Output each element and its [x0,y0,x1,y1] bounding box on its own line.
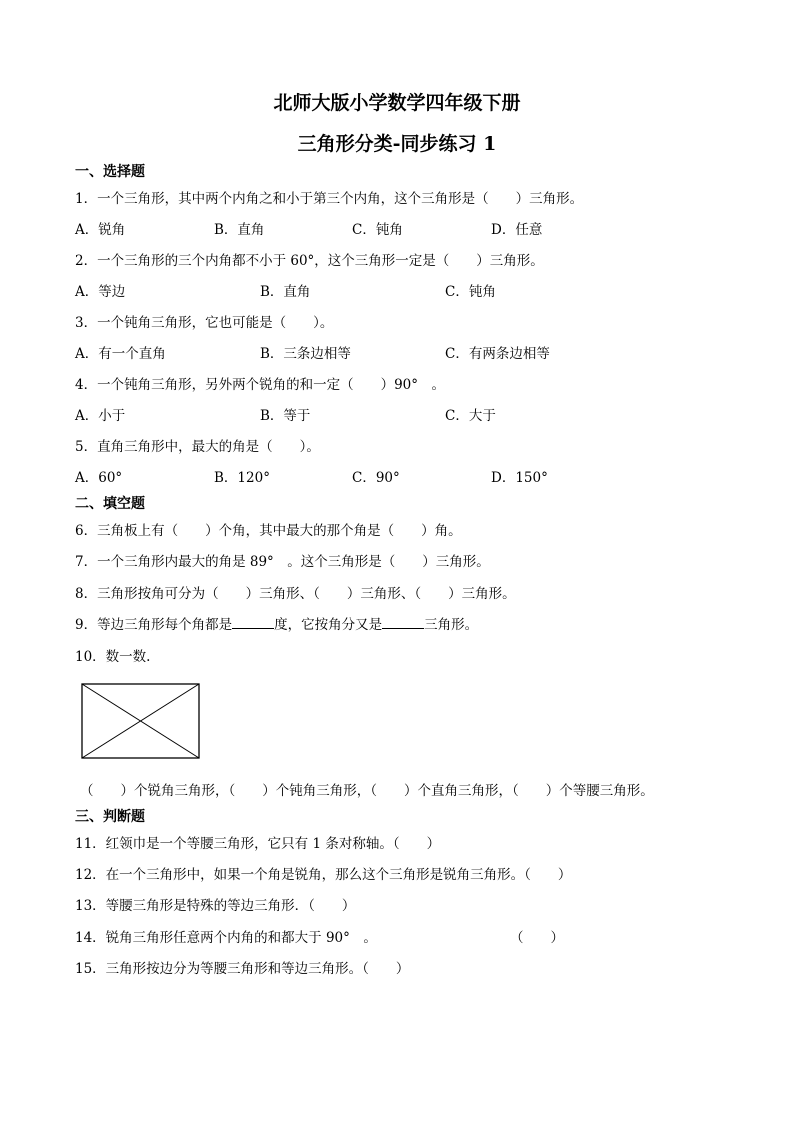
q9-text-a: 9．等边三角形每个角都是 [75,617,233,633]
q9-blank-2 [382,616,424,629]
question-9 [75,613,478,633]
q9-blank-1 [232,616,274,629]
q9-text-b: 度，它按角分又是 [274,617,383,633]
q4-option-c: C．大于 [445,408,496,424]
question-2: 2．一个三角形的三个内角都不小于 60°，这个三角形一定是（ ）三角形。 [75,253,544,269]
question-15: 15．三角形按边分为等腰三角形和等边三角形。（ ） [75,961,410,977]
section-judge: 三、判断题 [75,809,145,825]
question-1: 1．一个三角形，其中两个内角之和小于第三个内角，这个三角形是（ ）三角形。 [75,191,584,207]
q5-option-c: C．90° [352,470,400,486]
q1-option-c: C．钝角 [352,222,403,238]
question-13: 13．等腰三角形是特殊的等边三角形．（ ） [75,898,356,914]
q2-option-c: C．钝角 [445,284,496,300]
q9-text-c: 三角形。 [424,617,479,633]
q14-bracket: （ ） [510,930,564,946]
question-6: 6．三角板上有（ ）个角，其中最大的那个角是（ ）角。 [75,523,462,539]
q4-option-a: A．小于 [75,408,126,424]
q4-option-b: B．等于 [260,408,311,424]
question-14: 14．锐角三角形任意两个内角的和都大于 90° 。 [75,930,377,946]
q1-option-d: D．任意 [491,222,543,238]
q3-option-c: C．有两条边相等 [445,346,550,362]
page-title: 北师大版小学数学四年级下册 [273,92,521,114]
q5-option-d: D．150° [491,470,548,486]
question-12: 12．在一个三角形中，如果一个角是锐角，那么这个三角形是锐角三角形。（ ） [75,867,572,883]
question-7: 7．一个三角形内最大的角是 89° 。这个三角形是（ ）三角形。 [75,554,490,570]
question-10-answer: （ ）个锐角三角形，（ ）个钝角三角形，（ ）个直角三角形，（ ）个等腰三角形。 [80,783,654,799]
rectangle-diagram [81,683,201,763]
question-5: 5．直角三角形中，最大的角是（ ）。 [75,439,320,455]
q1-option-a: A．锐角 [75,222,126,238]
question-3: 3．一个钝角三角形，它也可能是（ ）。 [75,315,334,331]
question-11: 11．红领巾是一个等腰三角形，它只有 1 条对称轴。（ ） [75,836,441,852]
q3-option-b: B．三条边相等 [260,346,351,362]
page-subtitle: 三角形分类-同步练习 1 [297,133,497,155]
section-fill: 二、填空题 [75,496,145,512]
q2-option-b: B．直角 [260,284,311,300]
question-4: 4．一个钝角三角形，另外两个锐角的和一定（ ）90° 。 [75,377,446,393]
q5-option-a: A．60° [75,470,123,486]
q1-option-b: B．直角 [214,222,265,238]
q2-option-a: A．等边 [75,284,126,300]
q5-option-b: B．120° [214,470,270,486]
question-8: 8．三角形按角可分为（ ）三角形、（ ）三角形、（ ）三角形。 [75,586,516,602]
question-10: 10．数一数. [75,649,151,665]
section-choice: 一、选择题 [75,164,145,180]
q3-option-a: A．有一个直角 [75,346,166,362]
